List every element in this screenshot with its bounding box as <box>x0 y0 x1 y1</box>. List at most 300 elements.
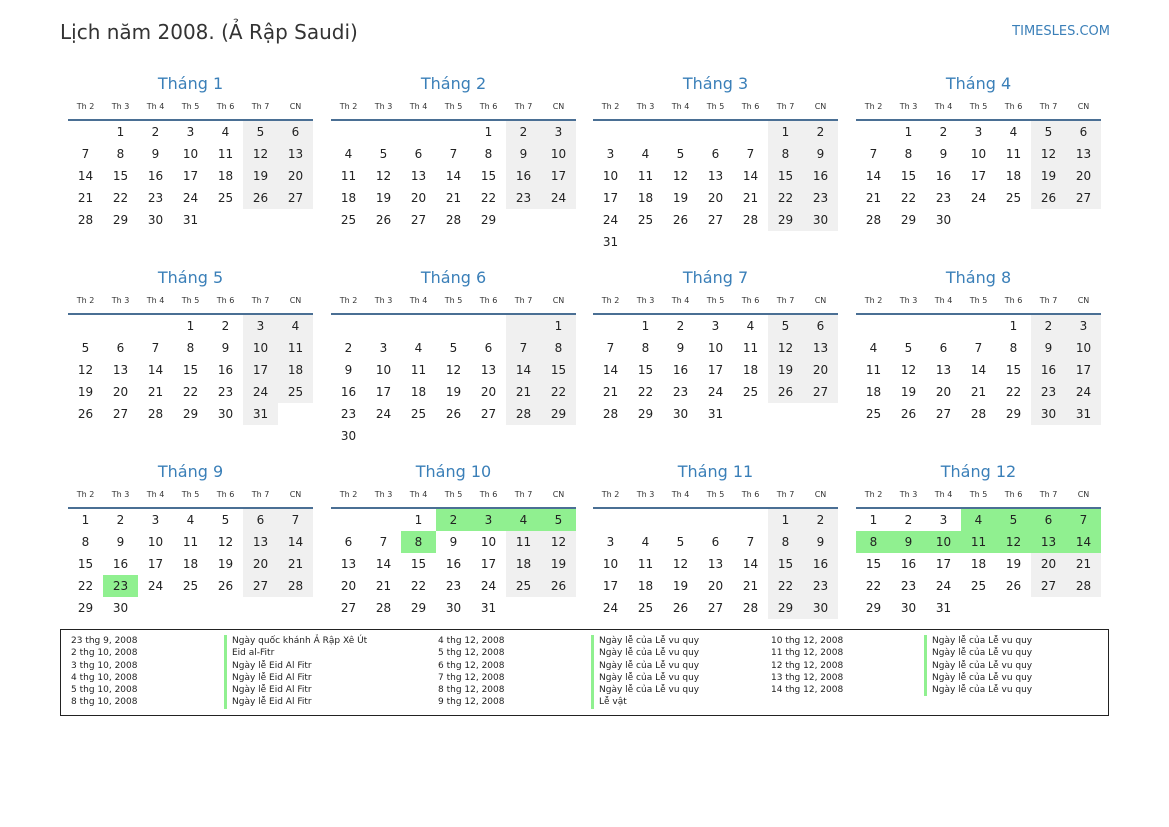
day-cell[interactable]: 25 <box>340 213 357 227</box>
day-cell[interactable]: 11 <box>410 363 427 377</box>
day-cell[interactable]: 25 <box>637 213 654 227</box>
day-cell[interactable]: 23 <box>935 191 952 205</box>
day-cell[interactable]: 18 <box>637 579 654 593</box>
day-cell[interactable]: 6 <box>1066 121 1101 143</box>
day-cell[interactable]: 2 <box>904 513 913 527</box>
day-cell[interactable]: 20 <box>243 553 278 575</box>
day-cell[interactable]: 15 <box>637 363 654 377</box>
day-cell[interactable]: 3 <box>541 121 576 143</box>
day-cell[interactable]: 11 <box>278 337 313 359</box>
day-cell[interactable]: 8 <box>856 531 891 553</box>
day-cell[interactable]: 19 <box>1031 165 1066 187</box>
day-cell[interactable]: 21 <box>970 385 987 399</box>
day-cell[interactable]: 7 <box>449 147 458 161</box>
day-cell[interactable]: 22 <box>637 385 654 399</box>
day-cell[interactable]: 24 <box>182 191 199 205</box>
day-cell[interactable]: 2 <box>803 121 838 143</box>
day-cell[interactable]: 21 <box>742 579 759 593</box>
day-cell[interactable]: 28 <box>1066 575 1101 597</box>
day-cell[interactable]: 23 <box>506 187 541 209</box>
day-cell[interactable]: 12 <box>900 363 917 377</box>
day-cell[interactable]: 23 <box>340 407 357 421</box>
day-cell[interactable]: 25 <box>506 575 541 597</box>
day-cell[interactable]: 6 <box>278 121 313 143</box>
day-cell[interactable]: 13 <box>410 169 427 183</box>
day-cell[interactable]: 24 <box>707 385 724 399</box>
day-cell[interactable]: 1 <box>768 509 803 531</box>
day-cell[interactable]: 29 <box>1005 407 1022 421</box>
day-cell[interactable]: 8 <box>904 147 913 161</box>
day-cell[interactable]: 17 <box>375 385 392 399</box>
day-cell[interactable]: 16 <box>803 553 838 575</box>
day-cell[interactable]: 30 <box>340 429 357 443</box>
day-cell[interactable]: 13 <box>480 363 497 377</box>
day-cell[interactable]: 3 <box>606 535 615 549</box>
day-cell[interactable]: 24 <box>602 601 619 615</box>
day-cell[interactable]: 4 <box>506 509 541 531</box>
day-cell[interactable]: 5 <box>221 513 230 527</box>
day-cell[interactable]: 10 <box>707 341 724 355</box>
day-cell[interactable]: 12 <box>541 531 576 553</box>
day-cell[interactable]: 4 <box>344 147 353 161</box>
day-cell[interactable]: 25 <box>970 579 987 593</box>
day-cell[interactable]: 21 <box>506 381 541 403</box>
day-cell[interactable]: 9 <box>803 143 838 165</box>
day-cell[interactable]: 17 <box>243 359 278 381</box>
day-cell[interactable]: 7 <box>506 337 541 359</box>
day-cell[interactable]: 27 <box>935 407 952 421</box>
day-cell[interactable]: 23 <box>672 385 689 399</box>
day-cell[interactable]: 4 <box>641 147 650 161</box>
day-cell[interactable]: 19 <box>1005 557 1022 571</box>
day-cell[interactable]: 27 <box>278 187 313 209</box>
day-cell[interactable]: 6 <box>116 341 125 355</box>
day-cell[interactable]: 3 <box>606 147 615 161</box>
day-cell[interactable]: 6 <box>484 341 493 355</box>
day-cell[interactable]: 18 <box>278 359 313 381</box>
day-cell[interactable]: 5 <box>449 341 458 355</box>
day-cell[interactable]: 24 <box>541 187 576 209</box>
day-cell[interactable]: 15 <box>768 165 803 187</box>
day-cell[interactable]: 26 <box>1005 579 1022 593</box>
day-cell[interactable]: 14 <box>865 169 882 183</box>
day-cell[interactable]: 17 <box>182 169 199 183</box>
day-cell[interactable]: 8 <box>768 143 803 165</box>
day-cell[interactable]: 5 <box>541 509 576 531</box>
day-cell[interactable]: 16 <box>340 385 357 399</box>
day-cell[interactable]: 21 <box>278 553 313 575</box>
day-cell[interactable]: 19 <box>375 191 392 205</box>
day-cell[interactable]: 31 <box>1066 403 1101 425</box>
day-cell[interactable]: 9 <box>676 341 685 355</box>
day-cell[interactable]: 3 <box>471 509 506 531</box>
day-cell[interactable]: 17 <box>970 169 987 183</box>
day-cell[interactable]: 27 <box>243 575 278 597</box>
day-cell[interactable]: 4 <box>221 125 230 139</box>
day-cell[interactable]: 19 <box>217 557 234 571</box>
day-cell[interactable]: 12 <box>672 557 689 571</box>
day-cell[interactable]: 25 <box>278 381 313 403</box>
day-cell[interactable]: 20 <box>278 165 313 187</box>
day-cell[interactable]: 20 <box>410 191 427 205</box>
day-cell[interactable]: 14 <box>742 169 759 183</box>
day-cell[interactable]: 4 <box>961 509 996 531</box>
day-cell[interactable]: 13 <box>243 531 278 553</box>
day-cell[interactable]: 6 <box>711 147 720 161</box>
day-cell[interactable]: 10 <box>147 535 164 549</box>
day-cell[interactable]: 31 <box>243 403 278 425</box>
day-cell[interactable]: 18 <box>506 553 541 575</box>
day-cell[interactable]: 28 <box>77 213 94 227</box>
day-cell[interactable]: 6 <box>711 535 720 549</box>
day-cell[interactable]: 21 <box>445 191 462 205</box>
day-cell[interactable]: 6 <box>803 315 838 337</box>
day-cell[interactable]: 14 <box>445 169 462 183</box>
day-cell[interactable]: 12 <box>375 169 392 183</box>
day-cell[interactable]: 12 <box>243 143 278 165</box>
day-cell[interactable]: 30 <box>1031 403 1066 425</box>
day-cell[interactable]: 31 <box>707 407 724 421</box>
day-cell[interactable]: 14 <box>1066 531 1101 553</box>
day-cell[interactable]: 28 <box>506 403 541 425</box>
day-cell[interactable]: 29 <box>112 213 129 227</box>
day-cell[interactable]: 25 <box>742 385 759 399</box>
day-cell[interactable]: 16 <box>672 363 689 377</box>
day-cell[interactable]: 4 <box>278 315 313 337</box>
day-cell[interactable]: 18 <box>970 557 987 571</box>
day-cell[interactable]: 13 <box>112 363 129 377</box>
day-cell[interactable]: 9 <box>221 341 230 355</box>
day-cell[interactable]: 12 <box>996 531 1031 553</box>
day-cell[interactable]: 18 <box>742 363 759 377</box>
day-cell[interactable]: 17 <box>935 557 952 571</box>
day-cell[interactable]: 3 <box>939 513 948 527</box>
day-cell[interactable]: 25 <box>217 191 234 205</box>
day-cell[interactable]: 21 <box>77 191 94 205</box>
day-cell[interactable]: 12 <box>1031 143 1066 165</box>
day-cell[interactable]: 2 <box>1031 315 1066 337</box>
day-cell[interactable]: 26 <box>768 381 803 403</box>
day-cell[interactable]: 16 <box>445 557 462 571</box>
day-cell[interactable]: 14 <box>147 363 164 377</box>
day-cell[interactable]: 25 <box>1005 191 1022 205</box>
day-cell[interactable]: 31 <box>480 601 497 615</box>
day-cell[interactable]: 29 <box>541 403 576 425</box>
day-cell[interactable]: 9 <box>506 143 541 165</box>
day-cell[interactable]: 1 <box>186 319 195 333</box>
day-cell[interactable]: 26 <box>672 601 689 615</box>
day-cell[interactable]: 26 <box>77 407 94 421</box>
day-cell[interactable]: 14 <box>375 557 392 571</box>
day-cell[interactable]: 13 <box>340 557 357 571</box>
day-cell[interactable]: 22 <box>410 579 427 593</box>
day-cell[interactable]: 23 <box>1031 381 1066 403</box>
day-cell[interactable]: 1 <box>1009 319 1018 333</box>
day-cell[interactable]: 10 <box>1066 337 1101 359</box>
day-cell[interactable]: 14 <box>506 359 541 381</box>
day-cell[interactable]: 13 <box>1031 531 1066 553</box>
day-cell[interactable]: 13 <box>803 337 838 359</box>
day-cell[interactable]: 20 <box>935 385 952 399</box>
day-cell[interactable]: 15 <box>768 553 803 575</box>
day-cell[interactable]: 30 <box>803 209 838 231</box>
day-cell[interactable]: 30 <box>803 597 838 619</box>
day-cell[interactable]: 14 <box>77 169 94 183</box>
day-cell[interactable]: 10 <box>375 363 392 377</box>
day-cell[interactable]: 26 <box>445 407 462 421</box>
day-cell[interactable]: 11 <box>182 535 199 549</box>
day-cell[interactable]: 7 <box>278 509 313 531</box>
day-cell[interactable]: 20 <box>803 359 838 381</box>
day-cell[interactable]: 24 <box>147 579 164 593</box>
day-cell[interactable]: 27 <box>1031 575 1066 597</box>
day-cell[interactable]: 12 <box>768 337 803 359</box>
day-cell[interactable]: 30 <box>935 213 952 227</box>
day-cell[interactable]: 7 <box>869 147 878 161</box>
day-cell[interactable]: 18 <box>410 385 427 399</box>
day-cell[interactable]: 10 <box>970 147 987 161</box>
day-cell[interactable]: 20 <box>340 579 357 593</box>
day-cell[interactable]: 9 <box>939 147 948 161</box>
day-cell[interactable]: 7 <box>81 147 90 161</box>
day-cell[interactable]: 2 <box>803 509 838 531</box>
day-cell[interactable]: 26 <box>541 575 576 597</box>
day-cell[interactable]: 29 <box>900 213 917 227</box>
day-cell[interactable]: 1 <box>869 513 878 527</box>
day-cell[interactable]: 5 <box>996 509 1031 531</box>
day-cell[interactable]: 27 <box>480 407 497 421</box>
day-cell[interactable]: 14 <box>742 557 759 571</box>
day-cell[interactable]: 2 <box>116 513 125 527</box>
day-cell[interactable]: 13 <box>707 557 724 571</box>
day-cell[interactable]: 9 <box>891 531 926 553</box>
day-cell[interactable]: 14 <box>970 363 987 377</box>
day-cell[interactable]: 6 <box>1031 509 1066 531</box>
day-cell[interactable]: 31 <box>602 235 619 249</box>
day-cell[interactable]: 15 <box>865 557 882 571</box>
day-cell[interactable]: 22 <box>541 381 576 403</box>
day-cell[interactable]: 1 <box>641 319 650 333</box>
day-cell[interactable]: 15 <box>900 169 917 183</box>
day-cell[interactable]: 23 <box>445 579 462 593</box>
day-cell[interactable]: 19 <box>672 191 689 205</box>
day-cell[interactable]: 31 <box>182 213 199 227</box>
day-cell[interactable]: 11 <box>742 341 759 355</box>
day-cell[interactable]: 29 <box>865 601 882 615</box>
site-link[interactable]: TIMESLES.COM <box>1012 24 1110 39</box>
day-cell[interactable]: 26 <box>375 213 392 227</box>
day-cell[interactable]: 11 <box>961 531 996 553</box>
day-cell[interactable]: 8 <box>541 337 576 359</box>
day-cell[interactable]: 22 <box>77 579 94 593</box>
day-cell[interactable]: 24 <box>602 213 619 227</box>
day-cell[interactable]: 28 <box>375 601 392 615</box>
day-cell[interactable]: 10 <box>541 143 576 165</box>
day-cell[interactable]: 3 <box>151 513 160 527</box>
day-cell[interactable]: 17 <box>602 191 619 205</box>
day-cell[interactable]: 2 <box>676 319 685 333</box>
day-cell[interactable]: 11 <box>865 363 882 377</box>
day-cell[interactable]: 6 <box>939 341 948 355</box>
day-cell[interactable]: 10 <box>182 147 199 161</box>
day-cell[interactable]: 18 <box>1005 169 1022 183</box>
day-cell[interactable]: 10 <box>243 337 278 359</box>
day-cell[interactable]: 23 <box>217 385 234 399</box>
day-cell[interactable]: 16 <box>935 169 952 183</box>
day-cell[interactable]: 28 <box>147 407 164 421</box>
day-cell[interactable]: 2 <box>221 319 230 333</box>
day-cell[interactable]: 8 <box>81 535 90 549</box>
day-cell[interactable]: 10 <box>602 557 619 571</box>
day-cell[interactable]: 29 <box>637 407 654 421</box>
day-cell[interactable]: 3 <box>974 125 983 139</box>
day-cell[interactable]: 16 <box>803 165 838 187</box>
day-cell[interactable]: 20 <box>707 579 724 593</box>
day-cell[interactable]: 5 <box>676 535 685 549</box>
day-cell[interactable]: 19 <box>243 165 278 187</box>
day-cell[interactable]: 5 <box>904 341 913 355</box>
day-cell[interactable]: 4 <box>869 341 878 355</box>
day-cell[interactable]: 26 <box>217 579 234 593</box>
day-cell[interactable]: 17 <box>602 579 619 593</box>
day-cell[interactable]: 13 <box>707 169 724 183</box>
day-cell[interactable]: 12 <box>445 363 462 377</box>
day-cell[interactable]: 30 <box>147 213 164 227</box>
day-cell[interactable]: 1 <box>541 315 576 337</box>
day-cell[interactable]: 29 <box>768 209 803 231</box>
day-cell[interactable]: 21 <box>602 385 619 399</box>
day-cell[interactable]: 2 <box>151 125 160 139</box>
day-cell[interactable]: 28 <box>742 213 759 227</box>
day-cell[interactable]: 14 <box>278 531 313 553</box>
day-cell[interactable]: 18 <box>217 169 234 183</box>
day-cell[interactable]: 1 <box>116 125 125 139</box>
day-cell[interactable]: 26 <box>900 407 917 421</box>
day-cell[interactable]: 28 <box>865 213 882 227</box>
day-cell[interactable]: 4 <box>746 319 755 333</box>
day-cell[interactable]: 23 <box>803 575 838 597</box>
day-cell[interactable]: 5 <box>81 341 90 355</box>
day-cell[interactable]: 11 <box>340 169 357 183</box>
day-cell[interactable]: 12 <box>672 169 689 183</box>
day-cell[interactable]: 30 <box>112 601 129 615</box>
day-cell[interactable]: 28 <box>445 213 462 227</box>
day-cell[interactable]: 25 <box>637 601 654 615</box>
day-cell[interactable]: 5 <box>379 147 388 161</box>
day-cell[interactable]: 16 <box>900 557 917 571</box>
day-cell[interactable]: 27 <box>707 601 724 615</box>
day-cell[interactable]: 1 <box>484 125 493 139</box>
day-cell[interactable]: 15 <box>77 557 94 571</box>
day-cell[interactable]: 4 <box>1009 125 1018 139</box>
day-cell[interactable]: 19 <box>445 385 462 399</box>
day-cell[interactable]: 30 <box>217 407 234 421</box>
day-cell[interactable]: 24 <box>970 191 987 205</box>
day-cell[interactable]: 24 <box>1066 381 1101 403</box>
day-cell[interactable]: 30 <box>900 601 917 615</box>
day-cell[interactable]: 22 <box>768 575 803 597</box>
day-cell[interactable]: 7 <box>746 147 755 161</box>
day-cell[interactable]: 20 <box>480 385 497 399</box>
day-cell[interactable]: 19 <box>672 579 689 593</box>
day-cell[interactable]: 29 <box>77 601 94 615</box>
day-cell[interactable]: 10 <box>926 531 961 553</box>
day-cell[interactable]: 25 <box>182 579 199 593</box>
day-cell[interactable]: 9 <box>344 363 353 377</box>
day-cell[interactable]: 24 <box>935 579 952 593</box>
day-cell[interactable]: 9 <box>116 535 125 549</box>
day-cell[interactable]: 12 <box>77 363 94 377</box>
day-cell[interactable]: 1 <box>904 125 913 139</box>
day-cell[interactable]: 21 <box>742 191 759 205</box>
day-cell[interactable]: 26 <box>1031 187 1066 209</box>
day-cell[interactable]: 7 <box>1066 509 1101 531</box>
day-cell[interactable]: 2 <box>506 121 541 143</box>
day-cell[interactable]: 24 <box>375 407 392 421</box>
day-cell[interactable]: 5 <box>1031 121 1066 143</box>
day-cell[interactable]: 13 <box>1066 143 1101 165</box>
day-cell[interactable]: 7 <box>151 341 160 355</box>
day-cell[interactable]: 8 <box>768 531 803 553</box>
day-cell[interactable]: 15 <box>410 557 427 571</box>
day-cell[interactable]: 30 <box>445 601 462 615</box>
day-cell[interactable]: 15 <box>541 359 576 381</box>
day-cell[interactable]: 20 <box>1066 165 1101 187</box>
day-cell[interactable]: 11 <box>637 557 654 571</box>
day-cell[interactable]: 22 <box>865 579 882 593</box>
day-cell[interactable]: 9 <box>449 535 458 549</box>
day-cell[interactable]: 4 <box>414 341 423 355</box>
day-cell[interactable]: 3 <box>711 319 720 333</box>
day-cell[interactable]: 26 <box>243 187 278 209</box>
day-cell[interactable]: 28 <box>602 407 619 421</box>
day-cell[interactable]: 21 <box>147 385 164 399</box>
day-cell[interactable]: 25 <box>865 407 882 421</box>
day-cell[interactable]: 1 <box>81 513 90 527</box>
day-cell[interactable]: 19 <box>77 385 94 399</box>
day-cell[interactable]: 29 <box>182 407 199 421</box>
day-cell[interactable]: 19 <box>768 359 803 381</box>
day-cell[interactable]: 3 <box>243 315 278 337</box>
day-cell[interactable]: 16 <box>1031 359 1066 381</box>
day-cell[interactable]: 11 <box>637 169 654 183</box>
day-cell[interactable]: 29 <box>480 213 497 227</box>
day-cell[interactable]: 17 <box>541 165 576 187</box>
day-cell[interactable]: 13 <box>278 143 313 165</box>
day-cell[interactable]: 6 <box>414 147 423 161</box>
day-cell[interactable]: 23 <box>900 579 917 593</box>
day-cell[interactable]: 19 <box>541 553 576 575</box>
day-cell[interactable]: 29 <box>410 601 427 615</box>
day-cell[interactable]: 20 <box>1031 553 1066 575</box>
day-cell[interactable]: 28 <box>970 407 987 421</box>
day-cell[interactable]: 17 <box>707 363 724 377</box>
day-cell[interactable]: 7 <box>606 341 615 355</box>
day-cell[interactable]: 29 <box>768 597 803 619</box>
day-cell[interactable]: 3 <box>186 125 195 139</box>
day-cell[interactable]: 15 <box>182 363 199 377</box>
day-cell[interactable]: 23 <box>103 575 138 597</box>
day-cell[interactable]: 9 <box>1031 337 1066 359</box>
day-cell[interactable]: 20 <box>707 191 724 205</box>
day-cell[interactable]: 27 <box>340 601 357 615</box>
day-cell[interactable]: 27 <box>112 407 129 421</box>
day-cell[interactable]: 17 <box>1066 359 1101 381</box>
day-cell[interactable]: 19 <box>900 385 917 399</box>
day-cell[interactable]: 8 <box>1009 341 1018 355</box>
day-cell[interactable]: 5 <box>768 315 803 337</box>
day-cell[interactable]: 22 <box>480 191 497 205</box>
